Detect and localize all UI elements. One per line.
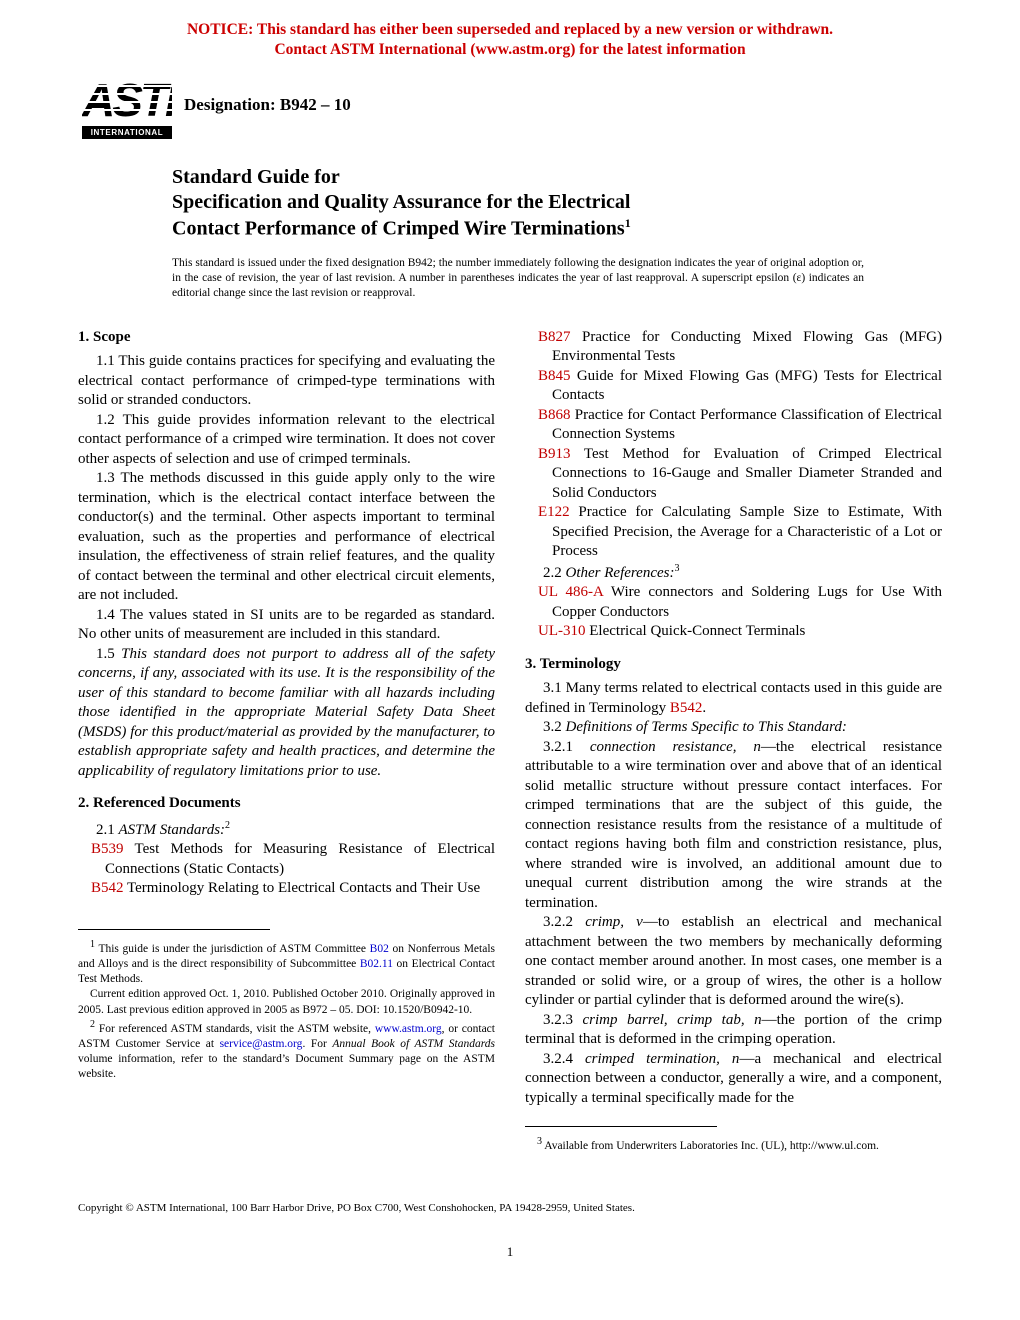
section-3-heading: 3. Terminology: [525, 655, 621, 672]
title-footnote-marker: 1: [624, 215, 631, 230]
ref-link-b542-inline[interactable]: B542: [669, 699, 703, 716]
ref-item-ul486a: [525, 583, 942, 622]
ref-link-ul310[interactable]: UL-310: [538, 623, 586, 640]
para-1-5-text: This standard does not purport to address all of the safety concerns, if any, associated with its use. It is the responsibility of the user of this standard to become familiar with all hazards including those identified in the appropriate Material Safety Data Sheet (MSDS) for this product/material as provided by the manufacturer, to establish appropriate safety and health practices, and determine the applicability of regulatory limitations prior to use.: [78, 645, 496, 779]
footnote-separator: [78, 929, 270, 930]
title-line-1: Standard Guide for: [172, 165, 340, 188]
para-2-1: [78, 819, 495, 841]
footnote-2-text-c: . For: [302, 1037, 333, 1050]
footnotes-right: [525, 1135, 942, 1154]
committee-b02-link[interactable]: B02: [369, 942, 389, 955]
ref-link-b827[interactable]: B827: [538, 328, 571, 345]
ref-link-b913[interactable]: B913: [538, 445, 571, 462]
issue-note: This standard is issued under the fixed designation B942; the number immediately following the designation indicates the year of original adoption or, in the case of revision, the year of last revision. A number in parentheses indicates the year of last reapproval. A superscript epsilon (ε) indicates an editorial change since the last revision or reapproval.: [172, 257, 864, 300]
ref-item-b868: [525, 406, 942, 445]
ref-item-e122: [525, 503, 942, 562]
para-2-2-number: 2.2: [543, 564, 566, 581]
definition-3-2-2: [525, 913, 942, 1011]
footnote-2-book-title: Annual Book of ASTM Standards: [332, 1037, 495, 1050]
footnotes-left: [78, 938, 495, 1083]
astm-logo-subtext: INTERNATIONAL: [82, 126, 172, 139]
footnote-separator-right: [525, 1126, 717, 1127]
para-1-5-number: 1.5: [96, 645, 122, 662]
astm-service-email-link[interactable]: service@astm.org: [219, 1037, 303, 1050]
def-3-2-1-number: 3.2.1: [543, 738, 590, 755]
astm-logo: [82, 73, 201, 139]
right-column: [525, 328, 942, 1155]
notice-line-1: NOTICE: This standard has either been superseded and replaced by a new version or withdrawn.: [186, 21, 834, 38]
def-3-2-2-term: crimp, v: [585, 914, 643, 931]
def-3-2-1-term: connection resistance, n: [589, 738, 761, 755]
para-3-1-text-b: .: [702, 699, 707, 716]
footnote-1: [78, 938, 495, 988]
ref-item-ul310: [525, 622, 942, 642]
ref-text-b868: Practice for Contact Performance Classification of Electrical Connection Systems: [552, 406, 942, 443]
footnote-1-text-b: on Nonferrous Metals and Alloys and is the direct responsibility of Subcommittee: [78, 942, 495, 970]
para-2-1-label: ASTM Standards:: [118, 821, 226, 838]
document-title: [172, 165, 892, 242]
section-1-heading: 1. Scope: [78, 328, 131, 345]
astm-logo-text: ASTM: [82, 73, 201, 126]
supersession-notice: [0, 0, 1020, 61]
page-number: 1: [506, 1244, 514, 1260]
title-line-2: Specification and Quality Assurance for the Electrical: [172, 191, 631, 214]
definition-3-2-1: [525, 738, 942, 914]
def-3-2-3-term: crimp barrel, crimp tab, n: [582, 1011, 762, 1028]
title-line-3-text: Contact Performance of Crimped Wire Terminations: [172, 217, 625, 240]
ref-text-b913: Test Method for Evaluation of Crimped Electrical Connections to 16-Gauge and Smaller Diameter Stranded and Solid Conductors: [552, 445, 942, 501]
ref-link-b539[interactable]: B539: [91, 841, 124, 858]
def-3-2-4-term: crimped termination, n: [585, 1050, 740, 1067]
footnote-1-marker: 1: [90, 938, 95, 950]
footnote-3: [525, 1135, 942, 1154]
left-column: [78, 328, 495, 1155]
section-2-heading: 2. Referenced Documents: [78, 795, 241, 812]
title-line-3: [172, 216, 892, 242]
footnote-2-text-d: volume information, refer to the standard’s Document Summary page on the ASTM website.: [78, 1053, 495, 1081]
footnote-1-edition-history: Current edition approved Oct. 1, 2010. Published October 2010. Originally approved in 2005. Last previous edition approved in 2005 as B972 – 05. DOI: 10.1520/B0942-10.: [78, 988, 495, 1016]
para-1-5: [78, 645, 495, 782]
ref-link-b542[interactable]: B542: [91, 880, 124, 897]
ref-text-ul486a: Wire connectors and Soldering Lugs for Use With Copper Conductors: [552, 584, 942, 620]
def-3-2-2-number: 3.2.2: [543, 914, 586, 931]
footnote-1-text-c: on Electrical Contact Test Methods.: [78, 957, 496, 985]
ref-text-e122: Practice for Calculating Sample Size to Estimate, With Specified Precision, the Average for a Characteristic of a Lot or Process: [552, 504, 942, 560]
ref-text-b542: Terminology Relating to Electrical Contacts and Their Use: [123, 880, 481, 897]
ref-item-b827: [525, 328, 942, 367]
definition-3-2-4: [525, 1050, 942, 1109]
footnote-2-text-b: , or contact ASTM Customer Service at: [78, 1022, 495, 1050]
para-3-2: [525, 718, 942, 738]
footnote-3-sup: 3: [537, 1136, 542, 1148]
definition-3-2-3: [525, 1011, 942, 1050]
footnote-2: [78, 1018, 495, 1083]
def-3-2-3-number: 3.2.3: [543, 1011, 583, 1028]
para-3-1: [525, 679, 942, 718]
notice-line-2: Contact ASTM International (www.astm.org) for the latest information: [274, 41, 746, 59]
def-3-2-1-text: —the electrical resistance attributable to a wire termination over and above that of an identical solid metallic structure without pressure contact interfaces. For crimped terminations that are the subject of this guide, the connection resistance results from the resistance of a multitude of contact regions having both film and constriction resistance, plus, where stranded wire is involved, an additional amount due to unequal current distribution among the wire strands at the termination.: [525, 738, 943, 911]
ref-text-b539: Test Methods for Measuring Resistance of Electrical Connections (Static Contacts): [105, 841, 495, 877]
ref-item-b542: [78, 879, 495, 899]
ref-item-b539: [78, 840, 495, 879]
footnote-3-marker: 3: [674, 562, 680, 574]
ref-link-b868[interactable]: B868: [538, 406, 571, 423]
ref-link-ul486a[interactable]: UL 486-A: [538, 584, 604, 601]
def-3-2-2-text: —to establish an electrical and mechanical attachment between the two members by mechanically deforming one contact member around another. In most cases, one member is a stranded or solid wire, or a group of wires, the other is a hollow cylinder or partial cylinder that is deformed around the wire(s).: [525, 914, 943, 1009]
para-1-3: 1.3 The methods discussed in this guide apply only to the wire termination, which is the electrical contact interface between the conductor(s) and the terminal. Other aspects important to terminal evaluation, such as the properties and performance of electrical insulation, the effectiveness of strain relief features, and the quality of contact between the terminal and other electrical circuit elements, are not included.: [78, 470, 495, 604]
body-columns: [78, 328, 942, 1155]
para-2-1-number: 2.1: [96, 821, 119, 838]
def-3-2-3-text: —the portion of the crimp terminal that is deformed in the crimping operation.: [525, 1011, 943, 1048]
subcommittee-b02-11-link[interactable]: B02.11: [359, 957, 393, 970]
para-3-2-number: 3.2: [543, 719, 566, 736]
para-1-2: 1.2 This guide provides information relevant to the electrical contact performance of a crimped wire termination. It does not cover other aspects of selection and use of crimped terminals.: [78, 411, 495, 467]
def-3-2-4-text: —a mechanical and electrical connection between a conductor, generally a wire, and a component, typically a terminal specifically made for the: [525, 1050, 943, 1106]
para-3-1-text-a: 3.1 Many terms related to electrical contacts used in this guide are defined in Terminology: [525, 680, 942, 716]
para-1-1: 1.1 This guide contains practices for specifying and evaluating the electrical contact performance of crimped-type terminations with solid or stranded conductors.: [78, 353, 495, 409]
def-3-2-4-number: 3.2.4: [543, 1050, 586, 1067]
ref-text-b827: Practice for Conducting Mixed Flowing Gas (MFG) Environmental Tests: [552, 328, 942, 365]
ref-item-b913: [525, 445, 942, 504]
para-2-2-label: Other References:: [565, 564, 675, 581]
footnote-2-sup: 2: [90, 1018, 95, 1030]
ref-text-b845: Guide for Mixed Flowing Gas (MFG) Tests for Electrical Contacts: [552, 367, 942, 404]
para-3-2-label: Definitions of Terms Specific to This Standard:: [565, 719, 847, 736]
ref-link-e122[interactable]: E122: [538, 504, 570, 521]
astm-website-link[interactable]: www.astm.org: [374, 1022, 442, 1035]
footnote-1-text-a: This guide is under the jurisdiction of ASTM Committee: [95, 942, 370, 955]
ref-link-b845[interactable]: B845: [538, 367, 571, 384]
para-1-4: 1.4 The values stated in SI units are to be regarded as standard. No other units of measurement are included in this standard.: [78, 606, 495, 643]
document-header: [82, 73, 1020, 139]
para-2-2: [525, 562, 942, 584]
footnote-2-text-a: For referenced ASTM standards, visit the ASTM website,: [95, 1022, 375, 1035]
ref-text-ul310: Electrical Quick-Connect Terminals: [585, 623, 806, 640]
ref-item-b845: [525, 367, 942, 406]
designation-label: Designation: B942 – 10: [184, 94, 351, 114]
copyright-line: Copyright © ASTM International, 100 Barr Harbor Drive, PO Box C700, West Conshohocken, PA 19428-2959, United States.: [78, 1202, 635, 1215]
footnote-3-text: Available from Underwriters Laboratories Inc. (UL), http://www.ul.com.: [542, 1139, 879, 1152]
footnote-2-marker: 2: [225, 819, 231, 831]
